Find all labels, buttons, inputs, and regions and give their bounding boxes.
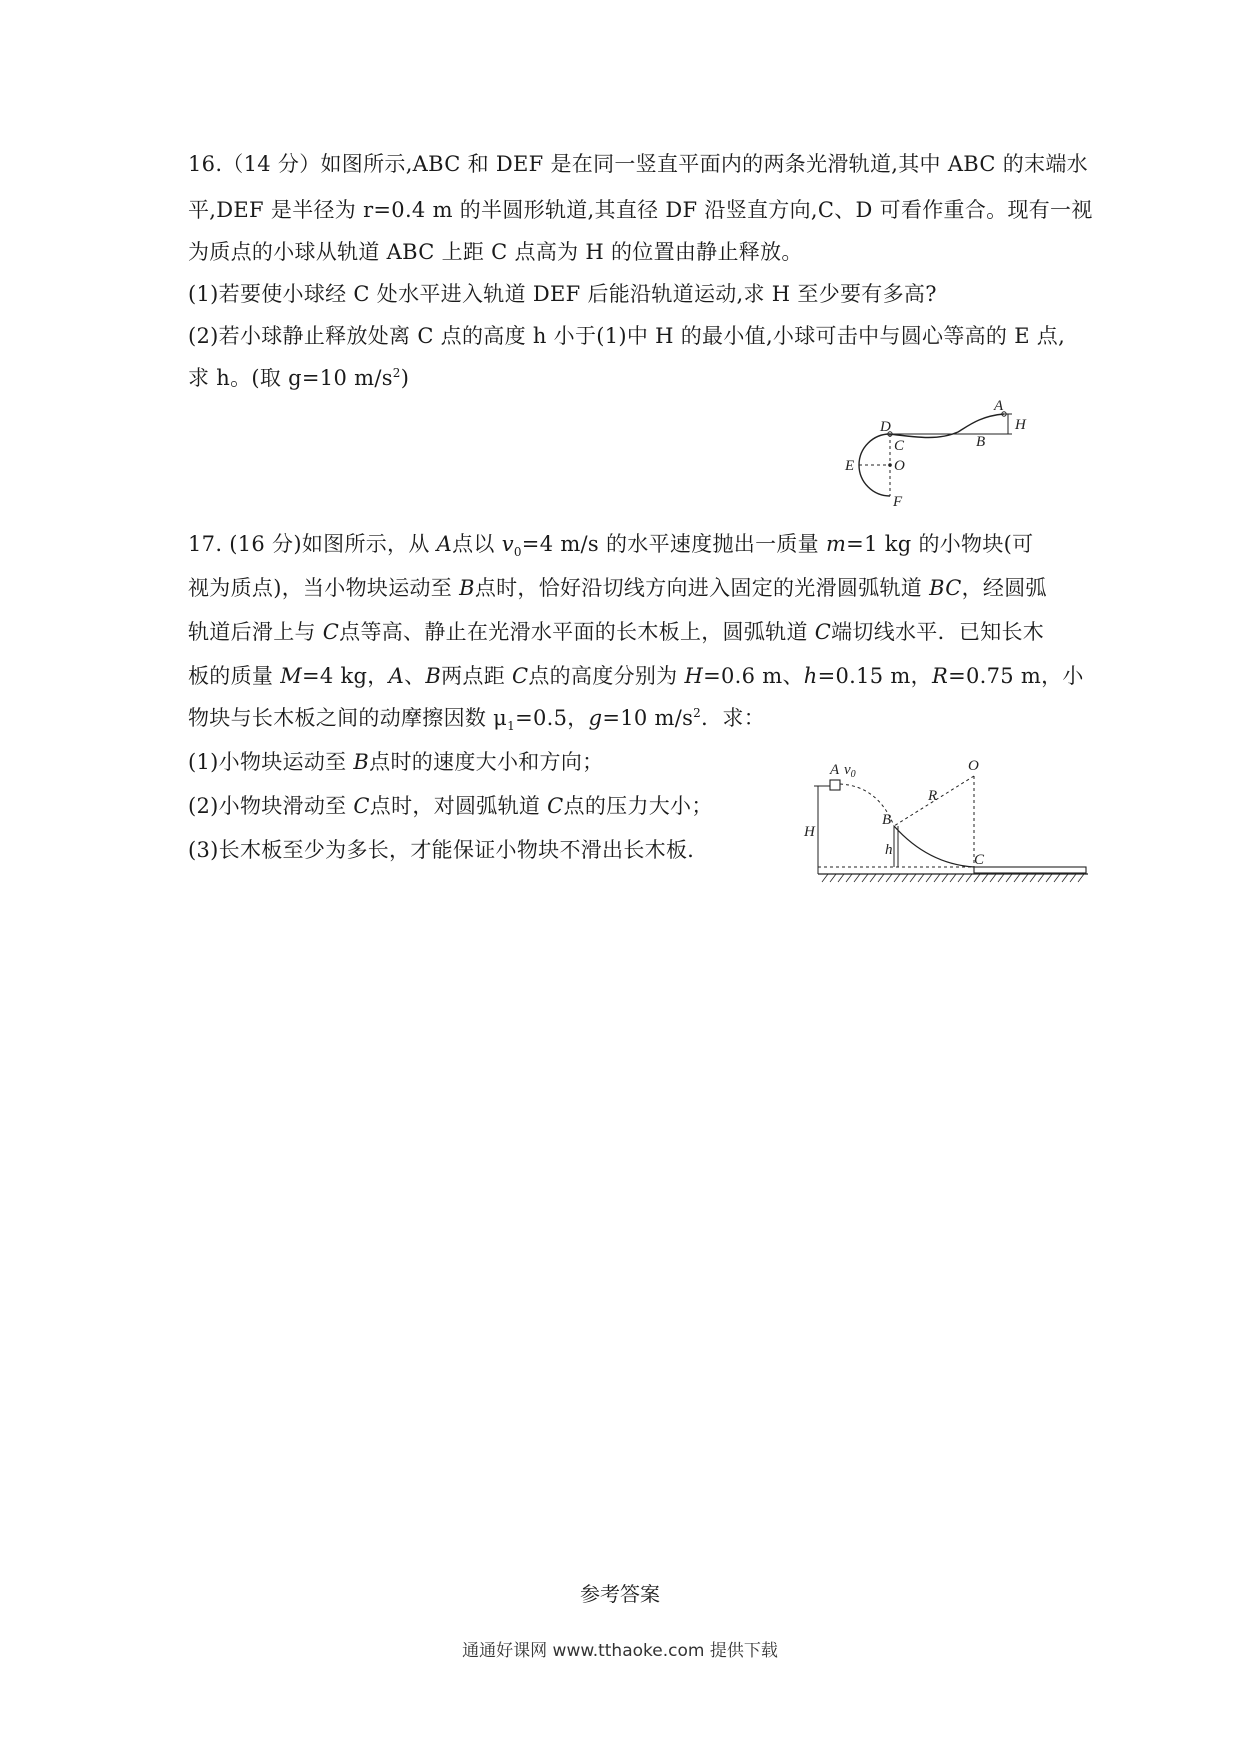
q17-l3a: 轨道后滑上与 bbox=[188, 620, 323, 644]
q17-l4-a-var: A bbox=[388, 664, 405, 688]
block-a bbox=[830, 780, 840, 790]
q17-l3b: 点等高、静止在光滑水平面的长木板上，圆弧轨道 bbox=[339, 620, 815, 644]
q16-sup-2: 2 bbox=[392, 366, 401, 380]
ground-hatching bbox=[822, 874, 1084, 882]
label-r: R bbox=[928, 788, 938, 804]
label-a: A bbox=[830, 762, 840, 778]
q17-l2c: ，经圆弧 bbox=[961, 576, 1047, 600]
q17-part-1 bbox=[188, 750, 603, 774]
q17-l4e: 点的高度分别为 bbox=[528, 664, 685, 688]
q17-m-var: m bbox=[825, 532, 847, 556]
q17-R-var: R bbox=[931, 664, 949, 688]
q17-l2b: 点时，恰好沿切线方向进入固定的光滑圆弧轨道 bbox=[474, 576, 930, 600]
q16-line-3: 为质点的小球从轨道 ABC 上距 C 点高为 H 的位置由静止释放。 bbox=[188, 240, 803, 264]
q17-H-var: H bbox=[684, 664, 704, 688]
q17-mu-sub: 1 bbox=[507, 719, 516, 734]
q17-l1b: 点以 bbox=[452, 532, 502, 556]
arc-bc bbox=[894, 826, 974, 867]
q17-l4i: =0.75 m，小 bbox=[948, 664, 1084, 688]
label-v0 bbox=[844, 762, 856, 780]
q17-l2-b-var: B bbox=[459, 576, 475, 600]
label-b: B bbox=[882, 812, 892, 828]
q17-l4-c-var: C bbox=[512, 664, 529, 688]
footer-source: 通通好课网 www.tthaoke.com 提供下载 bbox=[462, 1641, 778, 1661]
q17-l4-b-var: B bbox=[425, 664, 442, 688]
q17-p2b: 点时，对圆弧轨道 bbox=[369, 794, 548, 818]
q17-l4c: 、 bbox=[404, 664, 426, 688]
label-H: H bbox=[804, 824, 815, 840]
q17-line-2 bbox=[188, 576, 1047, 600]
q16-line-6 bbox=[188, 366, 409, 390]
q17-l5c: =10 m/s bbox=[602, 706, 694, 730]
q17-l1-a-var: A bbox=[436, 532, 453, 556]
q17-p1b: 点时的速度大小和方向； bbox=[369, 750, 604, 774]
q16-line-2: 平,DEF 是半径为 r=0.4 m 的半圆形轨道,其直径 DF 沿竖直方向,C、D 可看作重合。现有一视 bbox=[188, 198, 1093, 222]
q17-l5a: 物块与长木板之间的动摩擦因数 μ bbox=[188, 706, 508, 730]
label-o: O bbox=[968, 758, 979, 774]
q17-p1-b-var: B bbox=[353, 750, 370, 774]
label-o: O bbox=[894, 458, 905, 474]
q16-figure bbox=[840, 398, 1040, 510]
label-a: A bbox=[994, 398, 1004, 414]
q17-g-var: g bbox=[588, 706, 603, 730]
q17-p1a: (1)小物块运动至 bbox=[188, 750, 354, 774]
label-v0-sub: 0 bbox=[850, 769, 856, 780]
q17-v-var: v bbox=[501, 532, 514, 556]
q17-M-var: M bbox=[280, 664, 302, 688]
label-h: h bbox=[885, 842, 893, 858]
q17-p2-c2-var: C bbox=[547, 794, 564, 818]
label-c: C bbox=[974, 852, 985, 868]
q17-p2a: (2)小物块滑动至 bbox=[188, 794, 354, 818]
q17-l4g: =0.15 m， bbox=[817, 664, 932, 688]
label-d: D bbox=[880, 419, 891, 435]
q17-figure bbox=[798, 756, 1094, 890]
q17-l4f: =0.6 m、 bbox=[703, 664, 804, 688]
q17-v0-sub: 0 bbox=[513, 545, 522, 560]
q16-line-6-text: 求 h。(取 g=10 m/s bbox=[188, 366, 393, 390]
q17-line-1 bbox=[188, 532, 1034, 560]
q17-l1a: 17. (16 分)如图所示，从 bbox=[188, 532, 437, 556]
label-e: E bbox=[845, 458, 855, 474]
q17-l4d: 两点距 bbox=[441, 664, 512, 688]
label-f: F bbox=[893, 494, 903, 510]
q17-sup-2: 2 bbox=[693, 706, 702, 720]
q17-l2-bc-var: BC bbox=[929, 576, 962, 600]
q17-l3c: 端切线水平．已知长木 bbox=[831, 620, 1045, 644]
q17-p2c: 点的压力大小； bbox=[563, 794, 713, 818]
q16-part-1: (1)若要使小球经 C 处水平进入轨道 DEF 后能沿轨道运动,求 H 至少要有多高? bbox=[188, 282, 937, 306]
q17-l2a: 视为质点)，当小物块运动至 bbox=[188, 576, 460, 600]
q17-part-2 bbox=[188, 794, 713, 818]
q17-l4b: =4 kg， bbox=[302, 664, 389, 688]
q17-l1d: =1 kg 的小物块(可 bbox=[846, 532, 1034, 556]
q16-line-6-close: ) bbox=[400, 366, 410, 390]
q16-line-1: 16.（14 分）如图所示,ABC 和 DEF 是在同一竖直平面内的两条光滑轨道,其中 ABC 的末端水 bbox=[188, 152, 1088, 176]
long-board bbox=[974, 867, 1086, 873]
q17-part-3: (3)长木板至少为多长，才能保证小物块不滑出长木板． bbox=[188, 838, 709, 862]
q17-l4a: 板的质量 bbox=[188, 664, 281, 688]
answer-heading: 参考答案 bbox=[580, 1582, 660, 1606]
label-c: C bbox=[894, 438, 905, 454]
center-o-dot bbox=[888, 463, 892, 467]
q17-l1c: =4 m/s 的水平速度抛出一质量 bbox=[521, 532, 826, 556]
q17-l5d: ．求： bbox=[701, 706, 766, 730]
q17-line-3 bbox=[188, 620, 1044, 644]
label-b: B bbox=[976, 434, 986, 450]
label-v: v bbox=[844, 762, 851, 778]
q17-l3-c-var: C bbox=[322, 620, 340, 644]
q17-h-var: h bbox=[803, 664, 818, 688]
q17-p2-c-var: C bbox=[353, 794, 370, 818]
q16-part-2: (2)若小球静止释放处离 C 点的高度 h 小于(1)中 H 的最小值,小球可击中与圆心等高的 E 点, bbox=[188, 324, 1066, 348]
q17-l3-c2-var: C bbox=[814, 620, 832, 644]
q17-line-5 bbox=[188, 706, 766, 734]
q17-l5b: =0.5， bbox=[515, 706, 589, 730]
q17-line-4 bbox=[188, 664, 1084, 688]
label-h: H bbox=[1015, 417, 1026, 433]
